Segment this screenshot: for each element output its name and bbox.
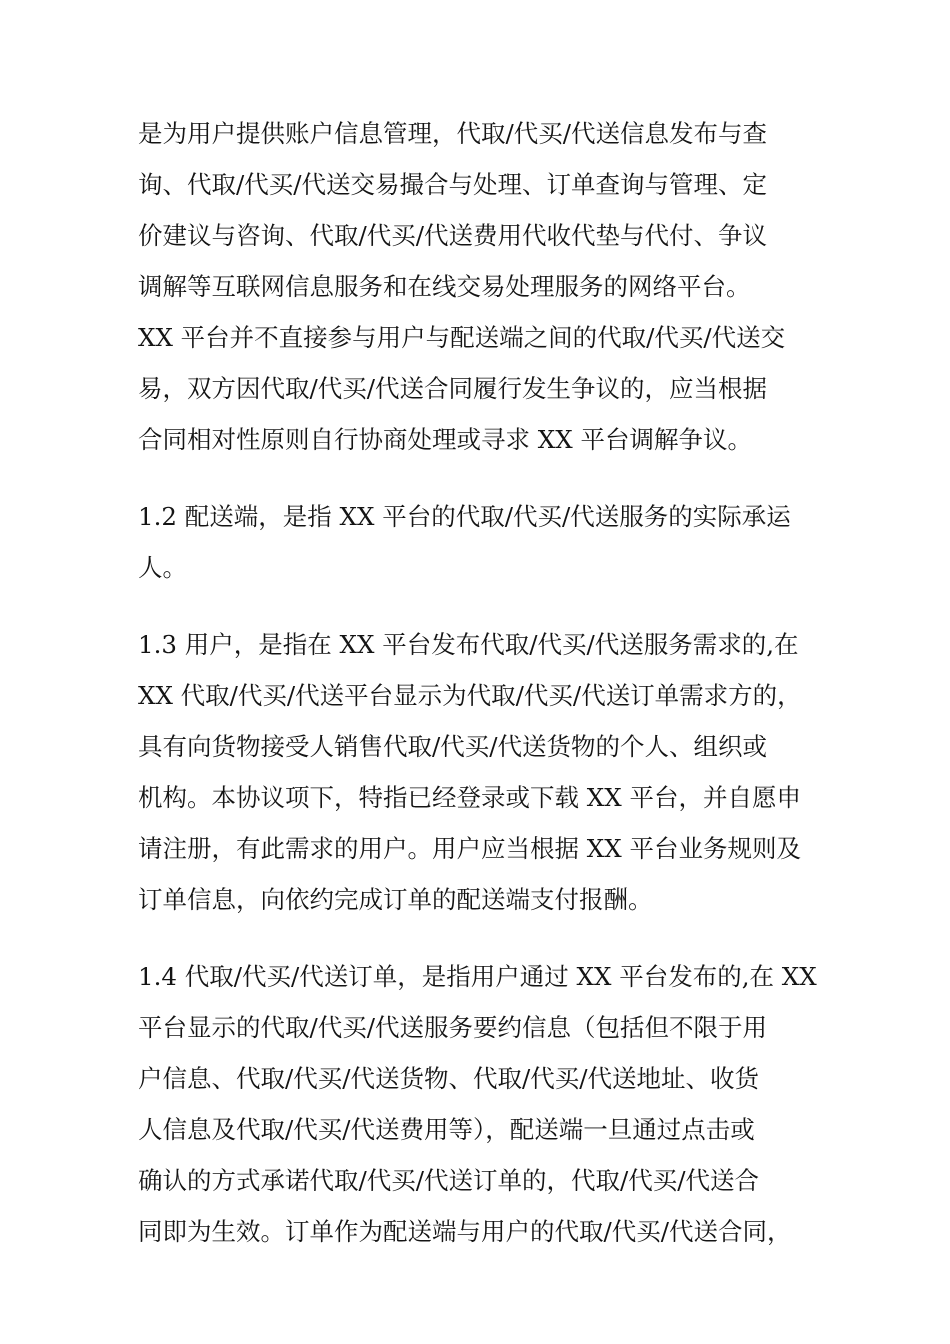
- text-line: XX 代取/代买/代送平台显示为代取/代买/代送订单需求方的，: [138, 681, 802, 710]
- text-line: 确认的方式承诺代取/代买/代送订单的，代取/代买/代送合: [138, 1166, 760, 1195]
- text-line: 人。: [138, 553, 187, 582]
- paragraph-spacer: [138, 925, 838, 951]
- paragraph-clause-1-4: [138, 951, 838, 1257]
- text-line: 1.2 配送端，是指 XX 平台的代取/代买/代送服务的实际承运: [138, 502, 791, 531]
- text-line: 询、代取/代买/代送交易撮合与处理、订单查询与管理、定: [138, 170, 768, 199]
- text-line: XX 平台并不直接参与用户与配送端之间的代取/代买/代送交: [138, 323, 786, 352]
- text-line: 请注册，有此需求的用户。用户应当根据 XX 平台业务规则及: [138, 834, 801, 863]
- text-line: 调解等互联网信息服务和在线交易处理服务的网络平台。: [138, 272, 751, 301]
- text-line: 1.4 代取/代买/代送订单，是指用户通过 XX 平台发布的,在 XX: [138, 962, 817, 991]
- text-line: 户信息、代取/代买/代送货物、代取/代买/代送地址、收货: [138, 1064, 760, 1093]
- text-line: 人信息及代取/代买/代送费用等），配送端一旦通过点击或: [138, 1115, 755, 1144]
- text-line: 1.3 用户，是指在 XX 平台发布代取/代买/代送服务需求的,在: [138, 630, 799, 659]
- text-line: 机构。本协议项下，特指已经登录或下载 XX 平台，并自愿申: [138, 783, 801, 812]
- text-line: 是为用户提供账户信息管理，代取/代买/代送信息发布与查: [138, 119, 768, 148]
- text-line: 同即为生效。订单作为配送端与用户的代取/代买/代送合同，: [138, 1217, 792, 1246]
- paragraph-clause-1-3: [138, 619, 838, 925]
- paragraph-platform-definition: [138, 108, 838, 312]
- document-page: [138, 108, 838, 1257]
- text-line: 平台显示的代取/代买/代送服务要约信息（包括但不限于用: [138, 1013, 768, 1042]
- paragraph-platform-disclaimer: [138, 312, 838, 465]
- paragraph-clause-1-2: [138, 491, 838, 593]
- paragraph-spacer: [138, 593, 838, 619]
- text-line: 合同相对性原则自行协商处理或寻求 XX 平台调解争议。: [138, 425, 752, 454]
- text-line: 易，双方因代取/代买/代送合同履行发生争议的，应当根据: [138, 374, 768, 403]
- paragraph-spacer: [138, 465, 838, 491]
- text-line: 价建议与咨询、代取/代买/代送费用代收代垫与代付、争议: [138, 221, 768, 250]
- text-line: 具有向货物接受人销售代取/代买/代送货物的个人、组织或: [138, 732, 768, 761]
- text-line: 订单信息，向依约完成订单的配送端支付报酬。: [138, 885, 653, 914]
